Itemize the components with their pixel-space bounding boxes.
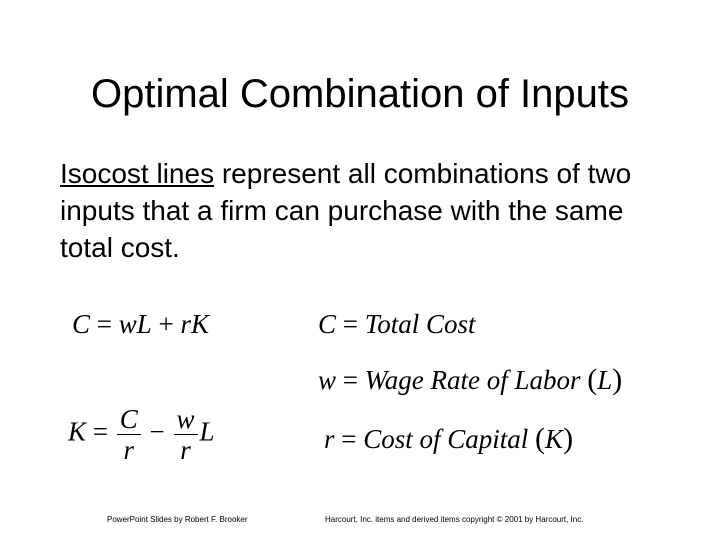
def2-text: Wage Rate of Labor: [364, 365, 588, 395]
def-wage-rate: w = Wage Rate of Labor (L): [318, 363, 623, 396]
def3-symbol: r: [324, 424, 335, 454]
def-cost-of-capital: r = Cost of Capital (K): [324, 422, 574, 455]
eq1-term1: wL: [118, 309, 152, 339]
eq1-equals: =: [90, 309, 119, 339]
eq2-equals: =: [86, 416, 115, 447]
slide-title: Optimal Combination of Inputs: [90, 72, 630, 116]
frac2-denominator: r: [180, 435, 191, 465]
frac1-denominator: r: [123, 435, 135, 465]
def2-symbol: w: [318, 365, 337, 395]
eq1-term2: rK: [180, 309, 210, 339]
body-text: [60, 155, 680, 266]
fraction-c-over-r: [117, 404, 141, 465]
def1-symbol: C: [318, 309, 337, 339]
def1-equals: =: [336, 309, 365, 339]
footer-author: PowerPoint Slides by Robert F. Brooker: [107, 515, 248, 524]
frac2-numerator: w: [176, 404, 195, 434]
eq2-var: L: [199, 416, 215, 447]
eq2-lhs: K: [68, 416, 87, 447]
def2-var: L: [597, 365, 613, 395]
def2-equals: =: [336, 365, 365, 395]
eq1-lhs: C: [72, 309, 91, 339]
isocost-equation: [68, 404, 215, 465]
eq2-minus: −: [142, 416, 172, 447]
frac1-numerator: C: [119, 404, 138, 434]
def1-text: Total Cost: [364, 309, 476, 339]
isocost-term: Isocost lines: [60, 158, 215, 189]
eq1-plus: +: [151, 309, 181, 339]
def3-equals: =: [334, 424, 364, 454]
fraction-w-over-r: [174, 404, 198, 465]
cost-equation: [72, 308, 209, 340]
def3-var: K: [545, 424, 564, 454]
def3-text: Cost of Capital: [363, 424, 536, 454]
def-total-cost: [318, 308, 476, 340]
footer-copyright: Harcourt, Inc. items and derived items copyright © 2001 by Harcourt, Inc.: [325, 515, 584, 524]
body-rest: represent all combinations of two inputs that a firm can purchase with the same total cost.: [60, 158, 632, 263]
